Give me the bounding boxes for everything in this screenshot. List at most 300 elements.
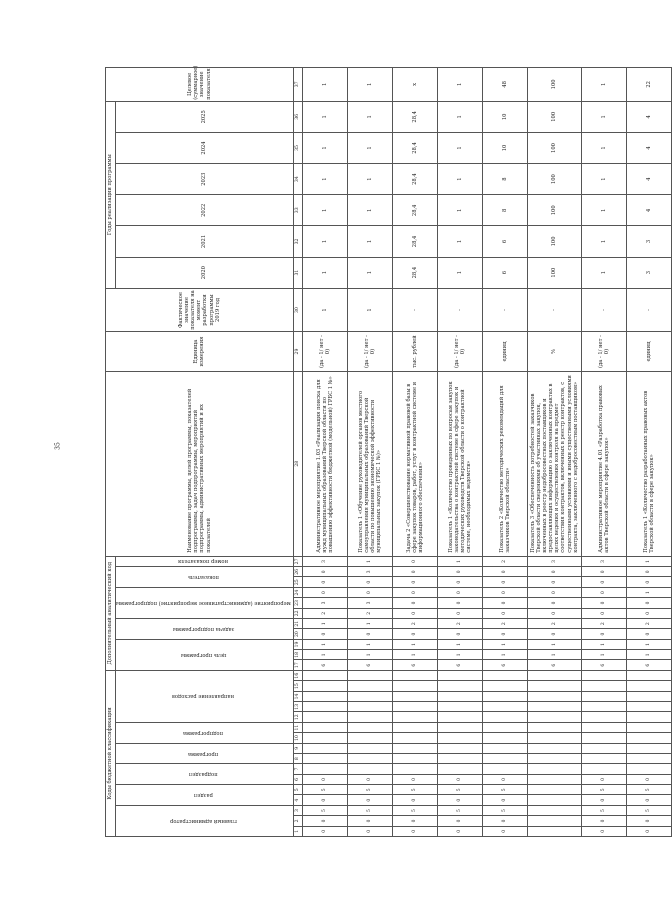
year-value: 3: [626, 257, 671, 288]
row-final: 100: [527, 68, 581, 102]
code-cell: [626, 733, 671, 743]
code-cell: 0: [347, 816, 392, 826]
code-cell: 1: [347, 650, 392, 660]
header-year-2025: 2025: [116, 101, 294, 132]
code-cell: 5: [581, 785, 626, 795]
code-cell: [482, 681, 527, 691]
row-final: x: [392, 68, 437, 102]
code-cell: [302, 722, 347, 732]
code-cell: 0: [437, 774, 482, 784]
code-cell: [302, 702, 347, 712]
column-number: 32: [293, 226, 302, 257]
column-number: 27: [293, 556, 302, 566]
code-cell: [527, 795, 581, 805]
header-fact: Фактическое значение показателя на момент разработки программы 2019 год: [106, 288, 294, 332]
code-cell: 0: [482, 567, 527, 577]
column-number: 19: [293, 639, 302, 649]
year-value: 28,4: [392, 164, 437, 195]
row-name: Показатель 2 «Количество методических рекомендаций для заказчиков Тверской области»: [482, 371, 527, 556]
code-cell: 0: [482, 629, 527, 639]
row-final: 1: [302, 68, 347, 102]
code-cell: [581, 691, 626, 701]
header-unit: Единица измерения: [106, 332, 294, 371]
year-value: 4: [626, 101, 671, 132]
code-cell: [626, 681, 671, 691]
code-cell: [527, 681, 581, 691]
code-cell: 2: [626, 619, 671, 629]
column-number: 10: [293, 733, 302, 743]
code-cell: 0: [302, 567, 347, 577]
rotated-page: [105, 65, 655, 837]
column-number: 4: [293, 795, 302, 805]
column-numbers-row: [293, 68, 302, 837]
header-program: программа: [116, 743, 294, 764]
code-cell: 0: [482, 577, 527, 587]
column-number: 21: [293, 619, 302, 629]
row-unit: (да - 1/ нет - 0): [581, 332, 626, 371]
row-name: Административное мероприятие 4.01 «Разработка правовых актов Тверской области в сфере закупок»: [581, 371, 626, 556]
code-cell: [392, 691, 437, 701]
code-cell: [527, 805, 581, 815]
code-cell: 1: [302, 639, 347, 649]
column-number: 15: [293, 681, 302, 691]
column-number: 8: [293, 754, 302, 764]
code-cell: [626, 670, 671, 681]
year-value: 10: [482, 101, 527, 132]
code-cell: 1: [626, 587, 671, 597]
code-cell: 0: [581, 629, 626, 639]
code-cell: 0: [482, 774, 527, 784]
column-number: 37: [293, 68, 302, 102]
code-cell: [527, 816, 581, 826]
code-cell: 0: [581, 587, 626, 597]
column-number: 30: [293, 288, 302, 332]
code-cell: 5: [482, 805, 527, 815]
code-cell: 2: [392, 619, 437, 629]
column-number: 33: [293, 195, 302, 226]
code-cell: [527, 691, 581, 701]
header-target: цель программы: [116, 639, 294, 670]
year-value: 100: [527, 132, 581, 163]
code-cell: 0: [482, 598, 527, 608]
year-value: 1: [347, 132, 392, 163]
table-row: [347, 68, 392, 837]
year-value: 1: [302, 195, 347, 226]
row-name: Показатель 1 «Обучение руководителей органов местного самоуправления муниципальных образований Тверской области по повышению экономической эффективности муниципальных закупок (ГРБС 1 №)»: [347, 371, 392, 556]
code-cell: [626, 764, 671, 774]
code-cell: 0: [626, 629, 671, 639]
code-cell: 0: [626, 826, 671, 836]
row-fact: 1: [302, 288, 347, 332]
code-cell: [347, 722, 392, 732]
header-year-2021: 2021: [116, 226, 294, 257]
code-cell: 0: [527, 598, 581, 608]
column-number: 23: [293, 598, 302, 608]
code-cell: 1: [392, 650, 437, 660]
code-cell: [527, 754, 581, 764]
code-cell: 5: [626, 785, 671, 795]
table-row: [482, 68, 527, 837]
code-cell: [482, 764, 527, 774]
column-number: 16: [293, 670, 302, 681]
row-unit: %: [527, 332, 581, 371]
header-activity: мероприятие (административное мероприятие) подпрограммы: [116, 587, 294, 618]
year-value: 1: [347, 195, 392, 226]
row-name: Задача 2 «Совершенствование нормативной правовой базы в сфере закупок товаров, работ, услуг в контрактной системе и информационного обеспечения»: [392, 371, 437, 556]
year-value: 1: [437, 226, 482, 257]
column-number: 18: [293, 650, 302, 660]
column-number: 29: [293, 332, 302, 371]
row-final: 22: [626, 68, 671, 102]
code-cell: [347, 733, 392, 743]
code-cell: 6: [302, 660, 347, 670]
code-cell: 0: [437, 598, 482, 608]
code-cell: 0: [626, 577, 671, 587]
code-cell: [347, 691, 392, 701]
code-cell: [482, 733, 527, 743]
column-number: 5: [293, 785, 302, 795]
header-task: задача подпрограммы: [116, 619, 294, 640]
table-row: [626, 68, 671, 837]
code-cell: 0: [527, 577, 581, 587]
code-cell: [482, 691, 527, 701]
code-cell: 0: [392, 795, 437, 805]
code-cell: 0: [347, 774, 392, 784]
row-unit: единиц: [482, 332, 527, 371]
year-value: 1: [581, 257, 626, 288]
code-cell: 5: [482, 785, 527, 795]
code-cell: 0: [347, 587, 392, 597]
code-cell: 6: [527, 660, 581, 670]
code-cell: 1: [581, 639, 626, 649]
header-extra-codes: Дополнительный аналитический код: [106, 556, 116, 670]
code-cell: [581, 670, 626, 681]
row-fact: -: [392, 288, 437, 332]
code-cell: [392, 670, 437, 681]
code-cell: 0: [392, 587, 437, 597]
header-admin: главный администратор: [116, 805, 294, 836]
year-value: 1: [437, 195, 482, 226]
code-cell: 5: [626, 805, 671, 815]
column-number: 11: [293, 722, 302, 732]
code-cell: [527, 785, 581, 795]
code-cell: 0: [437, 816, 482, 826]
year-value: 1: [347, 226, 392, 257]
code-cell: [626, 754, 671, 764]
code-cell: [581, 702, 626, 712]
code-cell: 1: [626, 650, 671, 660]
year-value: 1: [347, 101, 392, 132]
row-unit: (да - 1/ нет - 0): [347, 332, 392, 371]
code-cell: 1: [482, 650, 527, 660]
code-cell: [392, 754, 437, 764]
column-number: 36: [293, 101, 302, 132]
code-cell: 0: [581, 774, 626, 784]
header-year-2024: 2024: [116, 132, 294, 163]
code-cell: 0: [527, 587, 581, 597]
code-cell: 0: [581, 598, 626, 608]
code-cell: 0: [392, 598, 437, 608]
row-fact: -: [482, 288, 527, 332]
year-value: 100: [527, 226, 581, 257]
code-cell: [347, 743, 392, 753]
code-cell: 0: [302, 577, 347, 587]
code-cell: [581, 743, 626, 753]
column-number: 17: [293, 660, 302, 670]
year-value: 28,4: [392, 132, 437, 163]
code-cell: 1: [437, 639, 482, 649]
code-cell: 3: [347, 567, 392, 577]
code-cell: 5: [392, 785, 437, 795]
code-cell: [302, 670, 347, 681]
code-cell: 0: [392, 774, 437, 784]
year-value: 1: [437, 132, 482, 163]
code-cell: 0: [527, 629, 581, 639]
row-name: Показатель 1 «Количество проведенных по вопросам закупок законодательства о контрактной системе в сфере закупок и методических руководств Тверской области о контрактной системе, необходимых ведомств»: [437, 371, 482, 556]
year-value: 6: [482, 257, 527, 288]
header-year-2022: 2022: [116, 195, 294, 226]
code-cell: 6: [581, 660, 626, 670]
header-final: Целевое (суммарное) значение показателя: [106, 68, 294, 102]
code-cell: 0: [581, 795, 626, 805]
year-value: 28,4: [392, 101, 437, 132]
code-cell: [347, 670, 392, 681]
row-fact: -: [626, 288, 671, 332]
code-cell: [626, 743, 671, 753]
column-number: 35: [293, 132, 302, 163]
column-number: 1: [293, 826, 302, 836]
row-name: Показатель 1 «Количество разработанных правовых актов Тверской области в сфере закупок»: [626, 371, 671, 556]
code-cell: [581, 754, 626, 764]
table-row: [527, 68, 581, 837]
code-cell: [302, 681, 347, 691]
row-unit: единиц: [626, 332, 671, 371]
year-value: 1: [347, 257, 392, 288]
code-cell: 0: [392, 556, 437, 566]
code-cell: [482, 754, 527, 764]
code-cell: [437, 681, 482, 691]
code-cell: [527, 764, 581, 774]
code-cell: [392, 712, 437, 722]
code-cell: [347, 702, 392, 712]
year-value: 1: [581, 195, 626, 226]
code-cell: 0: [626, 567, 671, 577]
column-number: 3: [293, 805, 302, 815]
code-cell: [437, 764, 482, 774]
row-final: 1: [581, 68, 626, 102]
code-cell: 0: [482, 608, 527, 618]
code-cell: 0: [347, 577, 392, 587]
year-value: 28,4: [392, 257, 437, 288]
code-cell: 6: [482, 660, 527, 670]
code-cell: 3: [581, 556, 626, 566]
code-cell: [392, 743, 437, 753]
code-cell: 1: [347, 639, 392, 649]
code-cell: [482, 702, 527, 712]
column-number: 14: [293, 691, 302, 701]
code-cell: 1: [392, 639, 437, 649]
column-number: 25: [293, 577, 302, 587]
code-cell: [347, 712, 392, 722]
code-cell: [626, 722, 671, 732]
code-cell: 0: [626, 774, 671, 784]
year-value: 1: [302, 164, 347, 195]
code-cell: [527, 670, 581, 681]
code-cell: 0: [626, 598, 671, 608]
code-cell: 0: [347, 826, 392, 836]
code-cell: 1: [581, 650, 626, 660]
code-cell: 3: [527, 556, 581, 566]
code-cell: 5: [392, 805, 437, 815]
year-value: 100: [527, 257, 581, 288]
code-cell: [392, 733, 437, 743]
row-fact: -: [527, 288, 581, 332]
code-cell: 3: [302, 556, 347, 566]
year-value: 1: [581, 164, 626, 195]
header-year-2023: 2023: [116, 164, 294, 195]
code-cell: 0: [482, 795, 527, 805]
header-section: раздел: [116, 785, 294, 806]
code-cell: 0: [581, 567, 626, 577]
column-number: 2: [293, 816, 302, 826]
code-cell: 0: [437, 567, 482, 577]
code-cell: 5: [302, 785, 347, 795]
code-cell: 5: [302, 805, 347, 815]
year-value: 8: [482, 195, 527, 226]
code-cell: [392, 681, 437, 691]
year-value: 100: [527, 195, 581, 226]
code-cell: 0: [482, 826, 527, 836]
year-value: 4: [626, 164, 671, 195]
row-name: Показатель 3 «Обеспеченность потребностей заказчиков Тверской области сведениями об участниках закупок, включенных в реестр недобросовестных поставщиков и предоставляющих информацию о заключенных контрактах в целях ведения и осуществления контроля на предмет соответствия контрактов, включенных в реестр контрактов, с существенными условиями и иными существенными условиями контракта, заключенного с недобросовестным поставщиком»: [527, 371, 581, 556]
code-cell: [302, 743, 347, 753]
code-cell: [581, 722, 626, 732]
row-name: Административное мероприятие 1.03 «Реализация поиска для нужд муниципальных образований Тверской области по повышению эффективности бюджетной (модельной) ГРБС 1 №»: [302, 371, 347, 556]
table-row: [581, 68, 626, 837]
code-cell: 6: [392, 660, 437, 670]
code-cell: [482, 670, 527, 681]
code-cell: 2: [302, 608, 347, 618]
header-subsection: подраздел: [116, 764, 294, 785]
code-cell: 1: [527, 650, 581, 660]
header-expense-dir: направление расходов: [116, 670, 294, 722]
code-cell: 1: [527, 639, 581, 649]
column-number: 20: [293, 629, 302, 639]
code-cell: [347, 681, 392, 691]
code-cell: 0: [626, 795, 671, 805]
year-value: 1: [302, 132, 347, 163]
year-value: 1: [347, 164, 392, 195]
header-years: Годы реализации программы: [106, 101, 116, 288]
code-cell: 0: [302, 629, 347, 639]
code-cell: 0: [626, 816, 671, 826]
year-value: 1: [437, 164, 482, 195]
year-value: 1: [581, 226, 626, 257]
code-cell: 1: [347, 556, 392, 566]
year-value: 1: [302, 226, 347, 257]
code-cell: [527, 702, 581, 712]
code-cell: [437, 754, 482, 764]
code-cell: 0: [392, 577, 437, 587]
code-cell: 5: [581, 805, 626, 815]
year-value: 1: [302, 257, 347, 288]
row-fact: 1: [347, 288, 392, 332]
code-cell: 0: [437, 587, 482, 597]
column-number: 31: [293, 257, 302, 288]
code-cell: 0: [437, 608, 482, 618]
row-fact: -: [437, 288, 482, 332]
code-cell: 0: [581, 577, 626, 587]
column-number: 24: [293, 587, 302, 597]
code-cell: 2: [347, 608, 392, 618]
code-cell: [302, 764, 347, 774]
column-number: 12: [293, 712, 302, 722]
code-cell: 0: [392, 826, 437, 836]
code-cell: 0: [437, 577, 482, 587]
code-cell: [626, 712, 671, 722]
table-row: [302, 68, 347, 837]
year-value: 28,4: [392, 226, 437, 257]
year-value: 4: [626, 195, 671, 226]
code-cell: 2: [581, 619, 626, 629]
year-value: 100: [527, 101, 581, 132]
table-row: [392, 68, 437, 837]
code-cell: 6: [347, 660, 392, 670]
column-number: 26: [293, 567, 302, 577]
header-indicator-number: номер показателя: [116, 556, 294, 566]
column-number: 6: [293, 774, 302, 784]
row-final: 1: [437, 68, 482, 102]
row-unit: тыс. рублей: [392, 332, 437, 371]
code-cell: 0: [527, 567, 581, 577]
code-cell: [527, 826, 581, 836]
code-cell: 0: [581, 816, 626, 826]
header-indicator: показатель: [116, 567, 294, 588]
column-number: 13: [293, 702, 302, 712]
code-cell: 5: [347, 785, 392, 795]
code-cell: 0: [392, 567, 437, 577]
column-number: 34: [293, 164, 302, 195]
code-cell: 0: [527, 608, 581, 618]
code-cell: [527, 712, 581, 722]
code-cell: [581, 764, 626, 774]
code-cell: [302, 691, 347, 701]
code-cell: 0: [437, 826, 482, 836]
year-value: 100: [527, 164, 581, 195]
code-cell: 6: [437, 660, 482, 670]
program-indicators-table: [105, 67, 672, 837]
year-value: 1: [302, 101, 347, 132]
code-cell: [437, 670, 482, 681]
code-cell: [437, 722, 482, 732]
code-cell: 1: [302, 619, 347, 629]
year-value: 1: [437, 257, 482, 288]
year-value: 8: [482, 164, 527, 195]
year-value: 1: [437, 101, 482, 132]
code-cell: 5: [437, 785, 482, 795]
column-number: 9: [293, 743, 302, 753]
code-cell: [482, 743, 527, 753]
code-cell: [437, 702, 482, 712]
header-subprogram: подпрограмма: [116, 722, 294, 743]
code-cell: 0: [302, 816, 347, 826]
row-unit: (да - 1/ нет - 0): [302, 332, 347, 371]
code-cell: 1: [482, 639, 527, 649]
code-cell: [347, 754, 392, 764]
header-name: Наименование программы, целей программы, показателей подпрограммы, задач подпрограммы, мероприятий подпрограммы, административных мероприятий и их показателей: [106, 371, 294, 556]
code-cell: 2: [437, 619, 482, 629]
header-budget-codes: Коды бюджетной классификации: [106, 670, 116, 836]
